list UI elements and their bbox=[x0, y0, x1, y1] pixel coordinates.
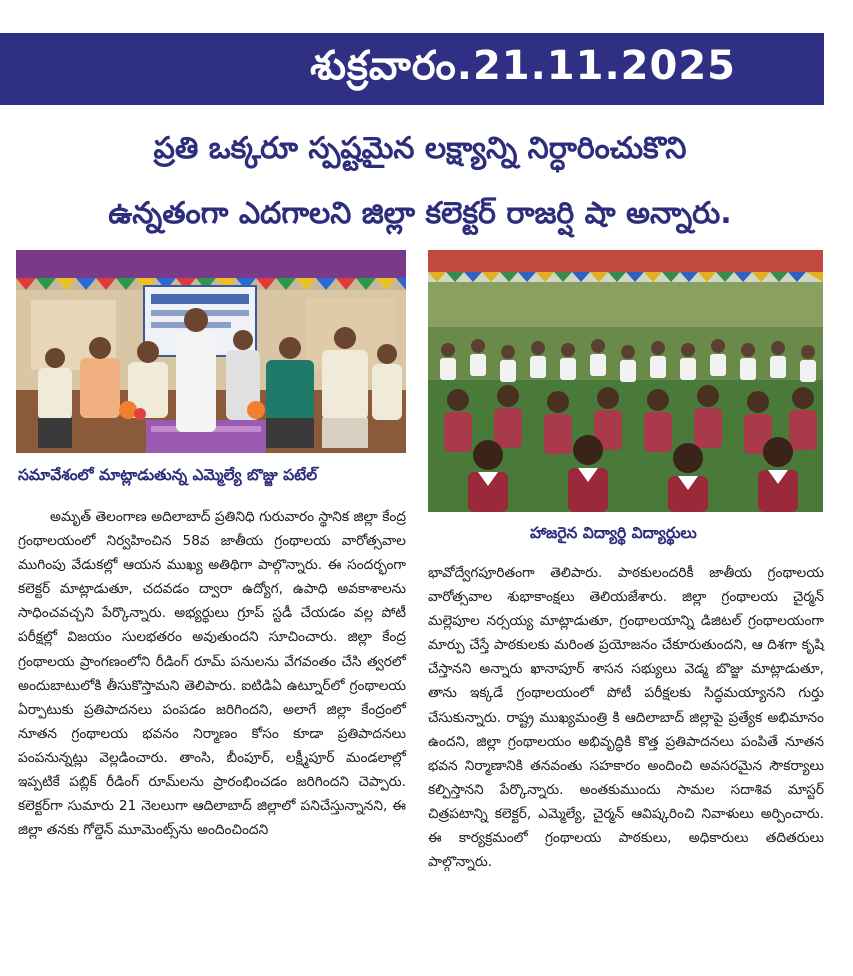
headline-line-1: ప్రతి ఒక్కరూ స్పష్టమైన లక్ష్యాన్ని నిర్ధారించుకొని bbox=[153, 131, 687, 166]
article-left-column: అమృత్ తెలంగాణ అదిలాబాద్ ప్రతినిధి గురువారం స్థానిక జిల్లా కేంద్ర గ్రంథాలయంలో నిర్వహించిన 58వ జాతీయ గ్రంథాలయ వారోత్సవాల ముగింపు వేడుకల్లో ఆయన ముఖ్య అతిథిగా పాల్గొన్నారు. ఈ సందర్భంగా కలెక్టర్ మాట్లాడుతూ, చదవడం ద్వారా ఉద్యోగ, ఉపాధి అవకాశాలను సాధించవచ్చని పేర్కొన్నారు. అభ్యర్థులు గ్రూప్ స్టడీ చేయడం వల్ల పోటీ పరీక్షల్లో విజయం సులభతరం అవుతుందని సూచించారు. జిల్లా కేంద్ర గ్రంథాలయ ప్రాంగణంలోని రీడింగ్ రూమ్ పనులను వేగవంతం చేసి త్వరలో అందుబాటులోకి తీసుకొస్తామని తెలిపారు. ఐటిడిఏ ఉట్నూర్‌లో గ్రంథాలయ ఏర్పాటుకు ప్రతిపాదనలు పంపడం జరిగిందని, అలాగే జిల్లా కేంద్రంలో నూతన గ్రంథాలయ భవనం నిర్మాణం కోసం కూడా ప్రతిపాదనలు పంపనున్నట్లు వెల్లడించారు. తాంసి, బీంపూర్, లక్ష్మీపూర్ మండలాల్లో ఇప్పటికే పబ్లిక్ రీడింగ్ రూమ్‌లను ప్రారంభించడం జరిగిందని చెప్పారు. కలెక్టర్‌గా సుమారు 21 నెలలుగా ఆదిలాబాద్ జిల్లాలో పనిచేస్తున్నానని, ఈ జిల్లా తనకు గోల్డెన్ మూమెంట్స్‌ను అందించిందని bbox=[18, 509, 406, 839]
left-photo-caption: సమావేశంలో మాట్లాడుతున్న ఎమ్మెల్యే బొజ్జు పటేల్ bbox=[18, 466, 318, 484]
date-banner bbox=[0, 33, 824, 105]
students-photo bbox=[428, 250, 823, 512]
right-photo-caption: హాజరైన విద్యార్థి విద్యార్థులు bbox=[530, 524, 697, 542]
meeting-photo bbox=[16, 250, 406, 453]
students-photo-image bbox=[428, 250, 823, 512]
date-text: శుక్రవారం.21.11.2025 bbox=[310, 43, 736, 89]
headline-line-2: ఉన్నతంగా ఎదగాలని జిల్లా కలెక్టర్ రాజర్షి షా అన్నారు. bbox=[108, 196, 732, 231]
article-right-column: భావోద్వేగపూరితంగా తెలిపారు. పాఠకులందరికీ జాతీయ గ్రంథాలయ వారోత్సవాల శుభాకాంక్షలు తెలియజేశారు. జిల్లా గ్రంథాలయ చైర్మన్ మల్లెపూల నర్సయ్య మాట్లాడుతూ, గ్రంథాలయాన్ని డిజిటల్ గ్రంథాలయంగా మార్పు చేస్తే పాఠకులకు మరింత ప్రయోజనం చేకూరుతుందని, ఆ దిశగా కృషి చేస్తానని అన్నారు ఖానాపూర్ శాసన సభ్యులు వెడ్మ బొజ్జు మాట్లాడుతూ, తాను ఇక్కడే గ్రంథాలయంలో పోటీ పరీక్షలకు సిద్ధమయ్యానని గుర్తు చేసుకున్నారు. రాష్ట్ర ముఖ్యమంత్రి కి ఆదిలాబాద్ జిల్లాపై ప్రత్యేక అభిమానం ఉందని, జిల్లా గ్రంథాలయం అభివృద్ధికి కొత్త ప్రతిపాదనలు పంపితే నూతన భవన నిర్మాణానికి తనవంతు సహకారం అందించి అవసరమైన సౌకర్యాలు కల్పిస్తానని పేర్కొన్నారు. అంతకుముందు సామల సదాశివ మాస్టర్ చిత్రపటాన్ని కలెక్టర్, ఎమ్మెల్యే, చైర్మన్ ఆవిష్కరించి నివాళులు అర్పించారు. ఈ కార్యక్రమంలో గ్రంథాలయ పాఠకులు, అధికారులు తదితరులు పాల్గొన్నారు. bbox=[428, 565, 824, 871]
meeting-photo-image bbox=[16, 250, 406, 453]
